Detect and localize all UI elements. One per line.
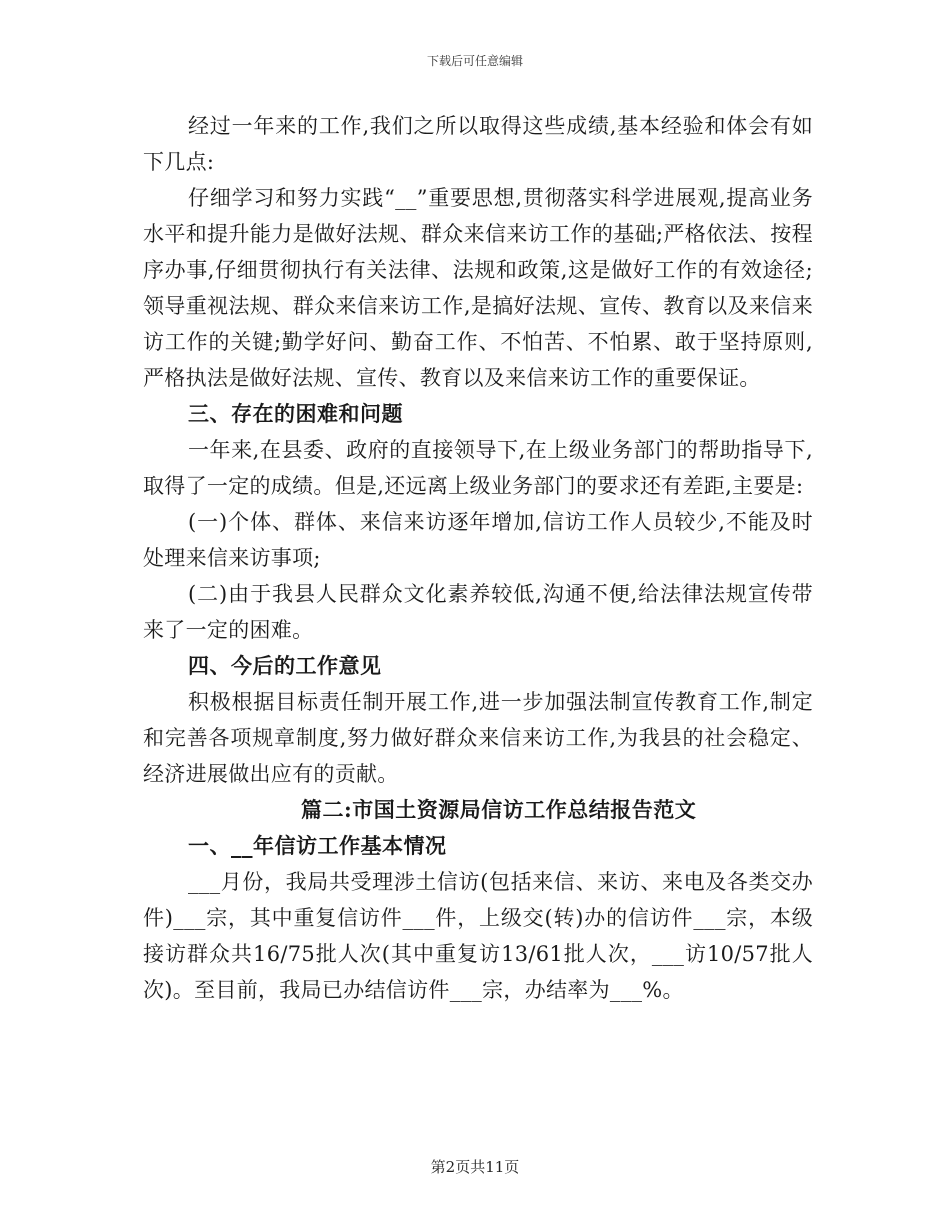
paragraph-year-summary: 一年来,在县委、政府的直接领导下,在上级业务部门的帮助指导下,取得了一定的成绩。但是,还远离上级业务部门的要求还有差距,主要是: — [143, 438, 813, 498]
heading-future-work: 四、今后的工作意见 — [188, 653, 382, 678]
paragraph-experience: 经过一年来的工作,我们之所以取得这些成绩,基本经验和体会有如下几点: — [143, 114, 813, 174]
paragraph-future-plan: 积极根据目标责任制开展工作,进一步加强法制宣传教育工作,制定和完善各项规章制度,努力做好群众来信来访工作,为我县的社会稳定、经济进展做出应有的贡献。 — [143, 690, 813, 786]
heading-difficulties: 三、存在的困难和问题 — [188, 401, 403, 426]
heading-basic-situation: 一、__年信访工作基本情况 — [188, 833, 447, 858]
document-body — [143, 108, 813, 1008]
paragraph-problem-1: (一)个体、群体、来信来访逐年增加,信访工作人员较少,不能及时处理来信来访事项; — [143, 510, 813, 570]
page-header: 下载后可任意编辑 — [426, 54, 523, 68]
page-footer: 第2页共11页 — [430, 1158, 520, 1176]
paragraph-key-points: 仔细学习和努力实践“__”重要思想,贯彻落实科学进展观,提高业务水平和提升能力是做好法规、群众来信来访工作的基础;严格依法、按程序办事,仔细贯彻执行有关法律、法规和政策,这是做好工作的有效途径;领导重视法规、群众来信来访工作,是搞好法规、宣传、教育以及来信来访工作的关键;勤学好问、勤奋工作、不怕苦、不怕累、敢于坚持原则,严格执法是做好法规、宣传、教育以及来信来访工作的重要保证。 — [143, 186, 813, 390]
paragraph-problem-2: (二)由于我县人民群众文化素养较低,沟通不便,给法律法规宣传带来了一定的困难。 — [143, 582, 813, 642]
paragraph-statistics: ___月份，我局共受理涉土信访(包括来信、来访、来电及各类交办件)___宗，其中重复信访件___件，上级交(转)办的信访件___宗，本级接访群众共16/75批人次(其中重复访13/61批人次，___访10/57批人次)。至目前，我局已办结信访件___宗，办结率为___%。 — [143, 870, 813, 1002]
section-title-part-two: 篇二:市国土资源局信访工作总结报告范文 — [301, 797, 697, 822]
